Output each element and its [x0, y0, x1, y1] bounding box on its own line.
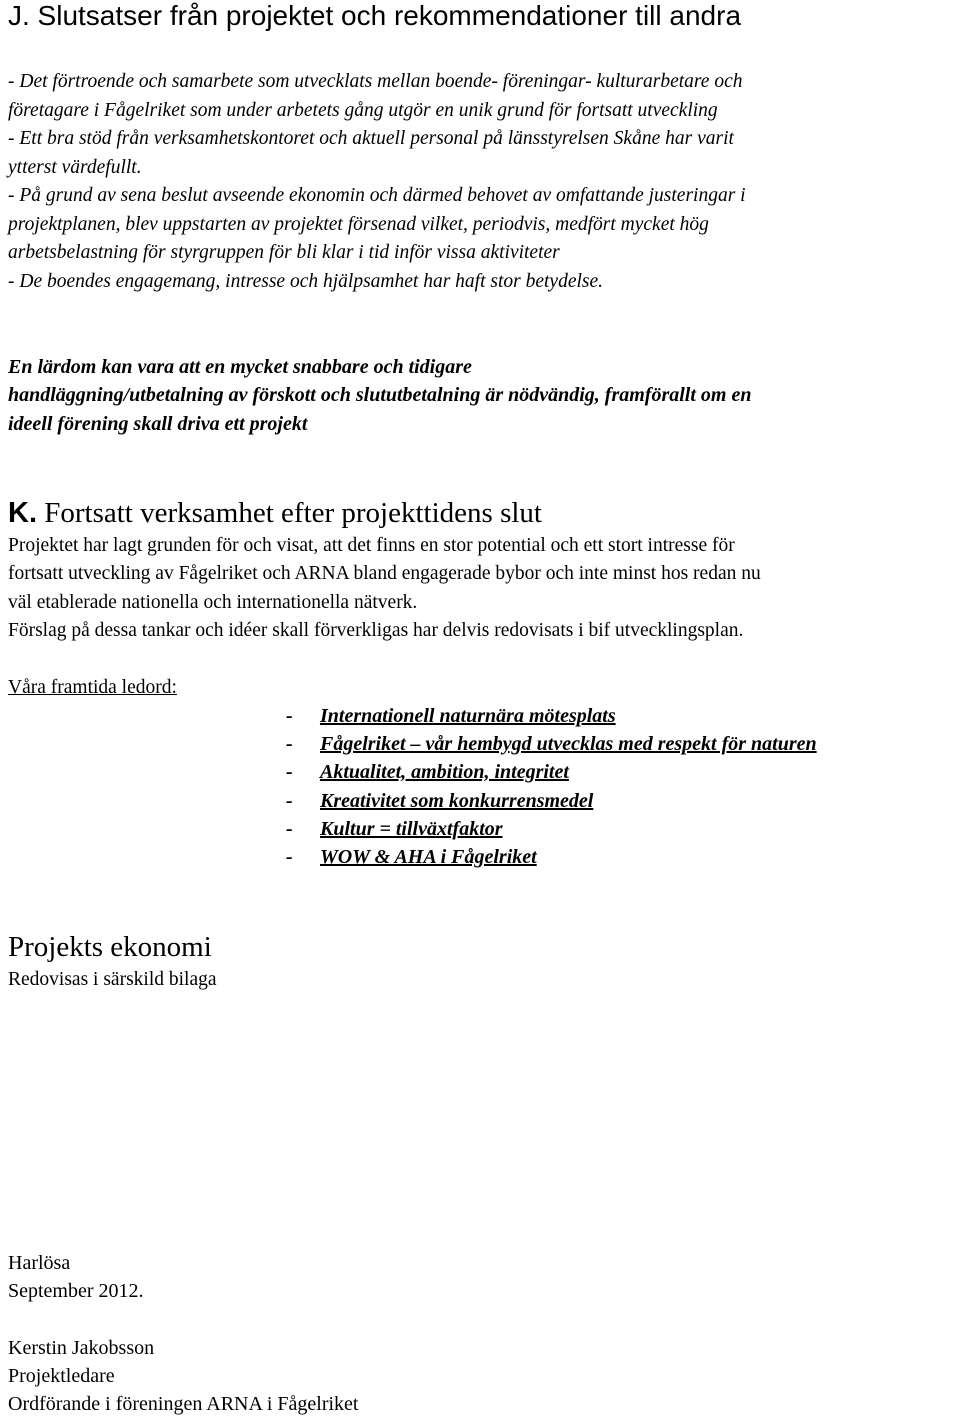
guide-item-label: Aktualitet, ambition, integritet: [320, 761, 569, 783]
guide-item: [286, 730, 817, 759]
signature-date: September 2012.: [8, 1280, 144, 1302]
lesson-line: handläggning/utbetalning av förskott och slututbetalning är nödvändig, framförallt om en: [8, 384, 752, 406]
guide-item: [286, 787, 593, 816]
list-dash: -: [286, 733, 293, 755]
economy-text: Redovisas i särskild bilaga: [8, 969, 217, 990]
guide-item: [286, 843, 537, 872]
lesson-line: ideell förening skall driva ett projekt: [8, 413, 308, 435]
section-j-line: - De boendes engagemang, intresse och hjälpsamhet har haft stor betydelse.: [8, 271, 604, 292]
list-dash: -: [286, 705, 293, 727]
guide-item: [286, 815, 503, 844]
list-dash: -: [286, 790, 293, 812]
section-k-line: väl etablerade nationella och internationella nätverk.: [8, 592, 418, 613]
section-k-heading: [8, 497, 542, 529]
section-j-line: - Ett bra stöd från verksamhetskontoret och aktuell personal på länsstyrelsen Skåne har varit: [8, 128, 734, 149]
guide-item-label: Kreativitet som konkurrensmedel: [320, 790, 594, 812]
lesson-line: En lärdom kan vara att en mycket snabbare och tidigare: [8, 356, 472, 378]
signature-role: Projektledare: [8, 1365, 115, 1387]
section-j-heading: J. Slutsatser från projektet och rekommendationer till andra: [8, 0, 742, 31]
signature-name: Kerstin Jakobsson: [8, 1337, 155, 1359]
guide-item-label: WOW & AHA i Fågelriket: [320, 846, 537, 868]
guide-item-label: Kultur = tillväxtfaktor: [320, 818, 503, 840]
guides-label: Våra framtida ledord:: [8, 677, 177, 698]
section-k-prefix: K.: [8, 497, 37, 529]
section-k-title: Fortsatt verksamhet efter projekttidens slut: [37, 497, 542, 529]
section-k-line: Förslag på dessa tankar och idéer skall förverkligas har delvis redovisats i bif utvecklingsplan.: [8, 620, 744, 641]
economy-heading: Projekts ekonomi: [8, 931, 212, 963]
section-j-line: - På grund av sena beslut avseende ekonomin och därmed behovet av omfattande justeringar i: [8, 185, 746, 206]
section-k-line: Projektet har lagt grunden för och visat, att det finns en stor potential och ett stort intresse för: [8, 535, 735, 556]
guide-item: [286, 758, 569, 787]
guide-item-label: Internationell naturnära mötesplats: [320, 705, 616, 727]
section-k-line: fortsatt utveckling av Fågelriket och ARNA bland engagerade bybor och inte minst hos redan nu: [8, 563, 761, 584]
section-j-line: projektplanen, blev uppstarten av projektet försenad vilket, periodvis, medfört mycket hög: [8, 214, 709, 235]
list-dash: -: [286, 761, 293, 783]
guide-item-label: Fågelriket – vår hembygd utvecklas med respekt för naturen: [320, 733, 817, 755]
section-j-line: - Det förtroende och samarbete som utvecklats mellan boende- föreningar- kulturarbetare och: [8, 71, 743, 92]
list-dash: -: [286, 846, 293, 868]
section-j-line: företagare i Fågelriket som under arbetets gång utgör en unik grund för fortsatt utveckling: [8, 100, 718, 121]
guide-item: [286, 702, 616, 731]
signature-org: Ordförande i föreningen ARNA i Fågelriket: [8, 1393, 359, 1415]
section-j-line: arbetsbelastning för styrgruppen för bli klar i tid inför vissa aktiviteter: [8, 242, 560, 263]
list-dash: -: [286, 818, 293, 840]
signature-place: Harlösa: [8, 1252, 71, 1274]
section-j-line: ytterst värdefullt.: [8, 157, 142, 178]
